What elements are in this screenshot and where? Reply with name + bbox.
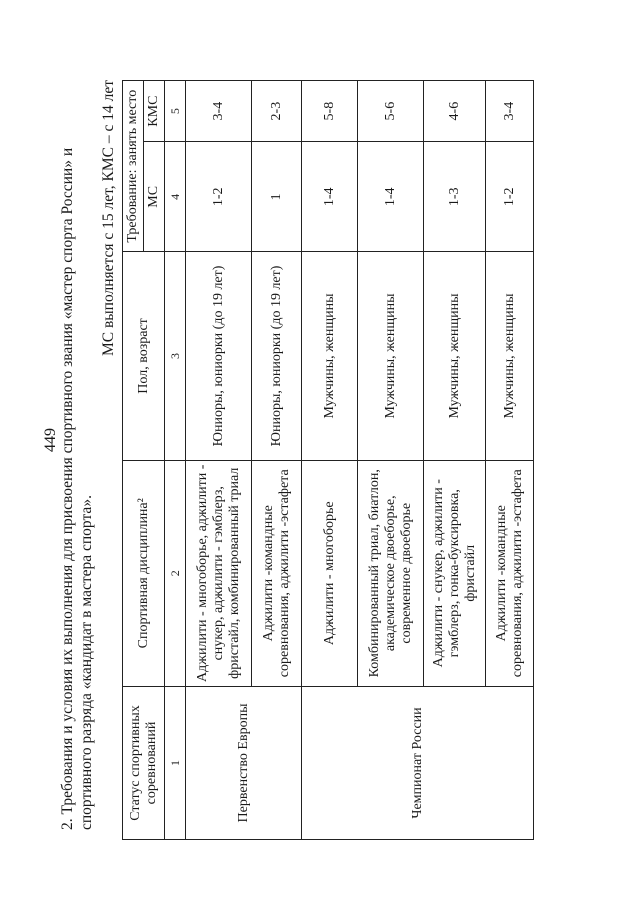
discipline-cell: Аджилити -командные соревнования, аджилити -эстафета <box>486 460 534 686</box>
ms-cell: 1-4 <box>302 142 358 252</box>
gender-age-cell: Мужчины, женщины <box>424 252 486 460</box>
status-cell: Чемпионат России <box>302 686 534 839</box>
status-cell: Первенство Европы <box>186 686 302 839</box>
page-number: 449 <box>42 428 59 452</box>
ms-cell: 1-2 <box>486 142 534 252</box>
gender-age-cell: Мужчины, женщины <box>486 252 534 460</box>
table-row <box>302 81 358 840</box>
requirements-table <box>122 80 534 840</box>
gender-age-cell: Мужчины, женщины <box>358 252 424 460</box>
requirement-note: МС выполняется с 15 лет, КМС – с 14 лет <box>100 80 117 357</box>
column-number: 5 <box>165 81 186 142</box>
kms-cell: 5-8 <box>302 81 358 142</box>
gender-age-cell: Юниоры, юниорки (до 19 лет) <box>186 252 252 460</box>
column-number: 4 <box>165 142 186 252</box>
ms-cell: 1 <box>252 142 302 252</box>
column-number: 1 <box>165 686 186 839</box>
header-discipline: Спортивная дисциплина² <box>123 460 165 686</box>
kms-cell: 3-4 <box>486 81 534 142</box>
discipline-cell: Аджилити - многоборье, аджилити - снукер, аджилити - гэмблерз, фристайл, комбинированный триал <box>186 460 252 686</box>
table-row <box>186 81 252 840</box>
header-gender-age: Пол, возраст <box>123 252 165 460</box>
kms-cell: 4-6 <box>424 81 486 142</box>
column-number-row <box>165 81 186 840</box>
intro-paragraph: 2. Требования и условия их выполнения для присвоения спортивного звания «мастер спорта России» и спортивного разряда «кандидат в мастера спорта». <box>59 147 95 830</box>
ms-cell: 1-2 <box>186 142 252 252</box>
column-number: 2 <box>165 460 186 686</box>
discipline-cell: Аджилити - снукер, аджилити - гэмблерз, гонка-буксировка, фристайл <box>424 460 486 686</box>
ms-cell: 1-4 <box>358 142 424 252</box>
header-requirement: Требование: занять место <box>123 81 144 252</box>
discipline-cell: Комбинированный триал, биатлон, академическое двоеборье, современное двоеборье <box>358 460 424 686</box>
kms-cell: 5-6 <box>358 81 424 142</box>
header-kms: КМС <box>144 81 165 142</box>
kms-cell: 3-4 <box>186 81 252 142</box>
ms-cell: 1-3 <box>424 142 486 252</box>
gender-age-cell: Юниоры, юниорки (до 19 лет) <box>252 252 302 460</box>
column-number: 3 <box>165 252 186 460</box>
header-ms: МС <box>144 142 165 252</box>
gender-age-cell: Мужчины, женщины <box>302 252 358 460</box>
discipline-cell: Аджилити -командные соревнования, аджилити -эстафета <box>252 460 302 686</box>
kms-cell: 2-3 <box>252 81 302 142</box>
header-status: Статус спортивных соревнований <box>123 686 165 839</box>
rotated-page <box>40 40 600 840</box>
discipline-cell: Аджилити - многоборье <box>302 460 358 686</box>
